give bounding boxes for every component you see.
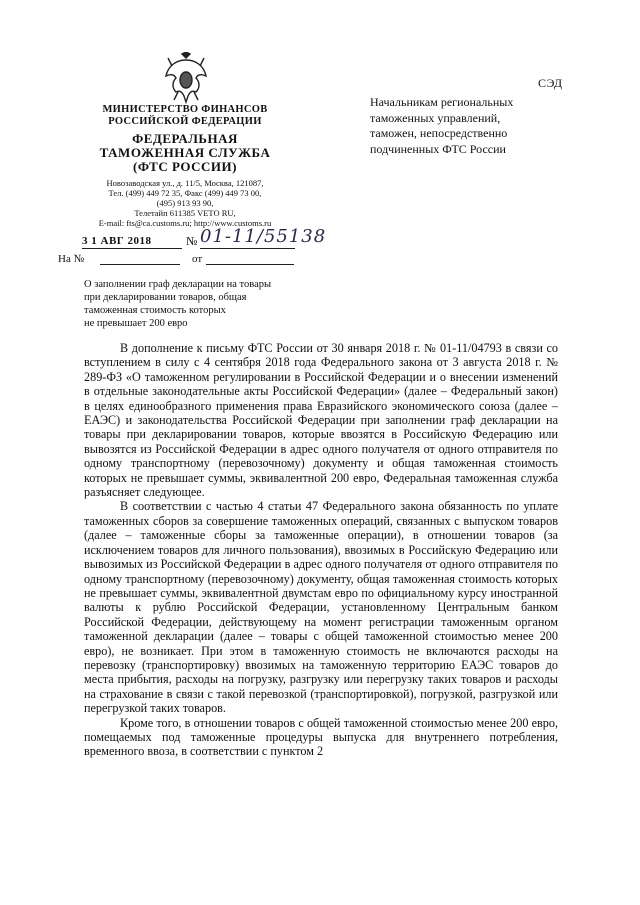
from-label: от [192,253,203,265]
contact-line: (495) 913 93 90, [156,198,214,208]
contact-line: Телетайп 611385 VETO RU, [134,208,236,218]
letter-subject [84,278,324,330]
ministry-line: РОССИЙСКОЙ ФЕДЕРАЦИИ [108,116,262,127]
reference-underline [100,264,180,265]
subject-line: таможенная стоимость которых [84,305,226,316]
reference-label: На № [58,253,85,265]
registration-date: 3 1 АВГ 2018 [82,235,152,247]
number-sign: № [186,234,198,248]
contact-line: Новозаводская ул., д. 11/5, Москва, 121087, [106,178,264,188]
letter-body [84,341,558,759]
contact-block [60,178,310,228]
body-paragraph: В соответствии с частью 4 статьи 47 Федерального закона обязанность по уплате таможенных сборов за совершение таможенных операций, связанных с выпуском товаров (далее – таможенные сборы за таможенные операции), в отношении товаров (за исключением товаров для личного пользования), ввозимых в Российскую Федерацию или вывозимых из Российской Федерации в адрес одного получателя от одного отправителя по одному транспортному (перевозочному) документу, общая таможенная стоимость которых не превышает суммы, эквивалентной двумстам евро по официальному курсу иностранной валюты к рублю Российской Федерации, установленному Центральным банком Российской Федерации, действующему на момент регистрации таможенным органом таможенной декларации (далее – товары с общей таможенной стоимостью менее 200 евро), не возникает. При этом в таможенную стоимость не включаются расходы на перевозку (транспортировку) ввозимых на таможенную территорию ЕАЭС товаров до места прибытия, расходы на погрузку, разгрузку или перегрузку таких товаров и расходы на страхование в связи с такой перевозкой (транспортировкой), погрузкой, разгрузкой или перегрузкой таких товаров. [84,499,558,716]
coat-of-arms-emblem [162,52,210,104]
date-underline [82,248,182,249]
subject-line: О заполнении граф декларации на товары [84,279,272,290]
ministry-line: МИНИСТЕРСТВО ФИНАНСОВ [102,104,268,115]
service-name [60,132,310,174]
number-underline [200,248,295,249]
sed-mark: СЭД [538,76,563,90]
body-paragraph: В дополнение к письму ФТС России от 30 января 2018 г. № 01-11/04793 в связи со вступлением в силу с 4 сентября 2018 года Федерального закона от 3 августа 2018 г. № 289-ФЗ «О таможенном регулировании в Российской Федерации и о внесении изменений в отдельные законодательные акты Российской Федерации» (далее – Федеральный закон) в целях единообразного применения права Евразийского экономического союза (далее – ЕАЭС) и законодательства Российской Федерации при заполнении граф декларации на товары при декларировании товаров, которые ввозятся в Российскую Федерацию или вывозятся из Российской Федерации в адрес одного получателя от одного отправителя по одному транспортному (перевозочному) документу и общая таможенная стоимость которых не превышает суммы, эквивалентной 200 евро, Федеральная таможенная служба разъясняет следующее. [84,341,558,500]
contact-line: Тел. (499) 449 72 35, Факс (499) 449 73 00, [108,188,262,198]
subject-line: не превышает 200 евро [84,318,188,329]
registration-number: 01-11/55138 [200,226,327,247]
addressee-line: таможенных управлений, [370,110,501,125]
addressee-line: таможен, непосредственно [370,126,508,140]
subject-line: при декларировании товаров, общая [84,292,247,303]
addressee-line: подчиненных ФТС России [370,141,506,156]
addressee-line: Начальникам региональных [370,95,514,109]
service-line: ФЕДЕРАЛЬНАЯ [132,131,238,146]
service-line: ТАМОЖЕННАЯ СЛУЖБА [99,145,271,160]
contact-line: E-mail: fts@ca.customs.ru; http://www.customs.ru [98,218,272,228]
ministry-name [60,104,310,128]
addressee-block [370,95,590,157]
body-paragraph: Кроме того, в отношении товаров с общей таможенной стоимостью менее 200 евро, помещаемых под таможенные процедуры выпуска для внутреннего потребления, временного ввоза, в соответствии с пунктом 2 [84,715,558,759]
service-line: (ФТС РОССИИ) [133,159,237,174]
from-underline [206,264,294,265]
